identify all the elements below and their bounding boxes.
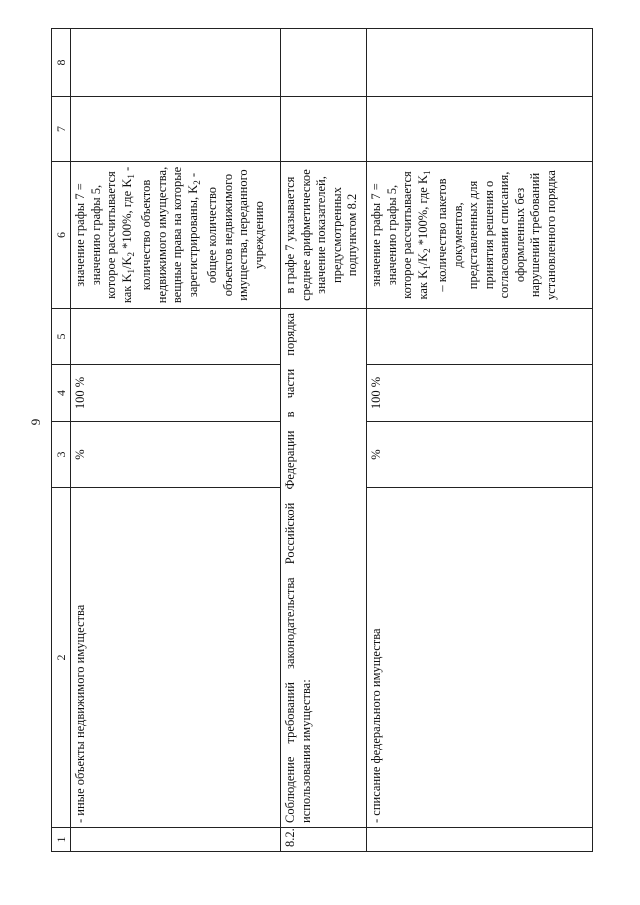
row-description: значение графы 7 = значению графы 5, которое рассчитывается как $K_1/K_2$ *100%, где $K_1$ - количество объектов недвижимого имущества, вещные права на которые зарегистрированы, $K_2$ - общее количество объектов недвижимого имущества, переданного учреждению — [71, 162, 281, 309]
rotated-table-container — [51, 29, 587, 852]
header-col-5: 5 — [52, 309, 71, 365]
row-unit: % — [367, 422, 593, 488]
header-col-6: 6 — [52, 162, 71, 309]
row-name: - списание федерального имущества — [367, 488, 593, 828]
row-number — [71, 828, 281, 852]
row-col7 — [71, 97, 281, 162]
header-col-2: 2 — [52, 488, 71, 828]
table-row — [367, 29, 593, 852]
row-name: - иные объекты недвижимого имущества — [71, 488, 281, 828]
header-col-3: 3 — [52, 422, 71, 488]
row-col5 — [367, 309, 593, 365]
row-col7 — [281, 97, 367, 162]
header-col-8: 8 — [52, 29, 71, 97]
row-col5 — [71, 309, 281, 365]
row-col7 — [367, 97, 593, 162]
header-row — [52, 29, 71, 852]
row-number — [367, 828, 593, 852]
row-unit: % — [71, 422, 281, 488]
page-number: 9 — [28, 418, 43, 426]
header-col-1: 1 — [52, 828, 71, 852]
header-col-7: 7 — [52, 97, 71, 162]
row-col8 — [281, 29, 367, 97]
row-description: в графе 7 указывается среднее арифметическое значение показателей, предусмотренных подпунктом 8.2 — [281, 162, 367, 309]
table-row — [71, 29, 281, 852]
indicators-table — [51, 28, 593, 852]
header-col-4: 4 — [52, 365, 71, 422]
row-description: значение графы 7 = значению графы 5, которое рассчитывается как $K_1/K_2$ *100%, где $K_1$ – количество пакетов документов, представленных для принятия решения о согласовании списания, оформленных без нарушений требований установленного порядка — [367, 162, 593, 309]
row-target: 100 % — [367, 365, 593, 422]
row-name: Соблюдение требований законодательства Российской Федерации в части порядка использования имущества: — [281, 309, 367, 828]
row-col8 — [71, 29, 281, 97]
table-row — [281, 29, 367, 852]
row-number: 8.2. — [281, 828, 367, 852]
row-col8 — [367, 29, 593, 97]
row-target: 100 % — [71, 365, 281, 422]
